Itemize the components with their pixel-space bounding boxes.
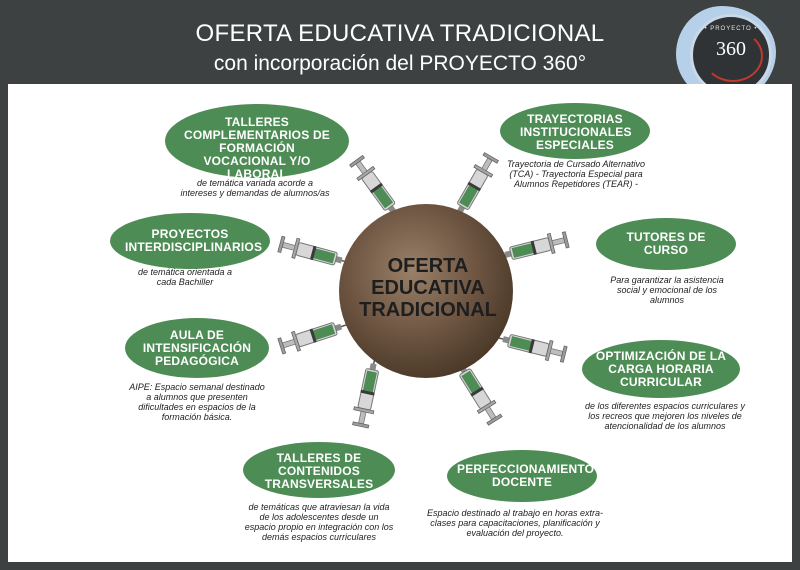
- node-description: de temáticas que atraviesan la vida de los adolescentes desde un espacio propio en integración con los demás espacios curriculares: [244, 502, 394, 542]
- node-description: Trayectoria de Cursado Alternativo (TCA) - Trayectoria Especial para Alumnos Repetidores (TEAR) -: [506, 159, 646, 189]
- node-title: PROYECTOS INTERDISCIPLINARIOS: [125, 227, 263, 254]
- page-title: OFERTA EDUCATIVA TRADICIONAL: [195, 20, 605, 47]
- node-title: OPTIMIZACIÓN DE LA CARGA HORARIA CURRICULAR: [595, 349, 727, 389]
- node-description: de temática variada acorde a intereses y demandas de alumnos/as: [180, 178, 330, 198]
- node-title: PERFECCIONAMIENTO DOCENTE: [457, 462, 595, 489]
- node-description: de temática orientada a cada Bachiller: [137, 267, 233, 287]
- node-title: TALLERES COMPLEMENTARIOS DE FORMACIÓN VOCACIONAL Y/O LABORAL: [183, 115, 331, 181]
- node-title: TRAYECTORIAS INSTITUCIONALES ESPECIALES: [520, 112, 632, 152]
- center-label: OFERTA EDUCATIVA TRADICIONAL: [359, 255, 497, 321]
- node-title: AULA DE INTENSIFICACIÓN PEDAGÓGICA: [142, 328, 252, 368]
- logo-number: 360: [716, 38, 746, 60]
- page-subtitle: con incorporación del PROYECTO 360°: [213, 52, 587, 75]
- syringe-icon: [277, 314, 353, 356]
- syringe-icon: [277, 234, 353, 272]
- node-title: TALLERES DE CONTENIDOS TRANSVERSALES: [264, 451, 374, 491]
- node-description: AIPE: Espacio semanal destinado a alumnos que presenten dificultades en espacios de la formación básica.: [129, 382, 265, 422]
- node-title: TUTORES DE CURSO: [626, 230, 706, 257]
- node-description: Espacio destinado al trabajo en horas extra-clases para capacitaciones, planificación y evaluación del proyecto.: [426, 508, 604, 538]
- syringe-icon: [492, 327, 568, 364]
- node-description: Para garantizar la asistencia social y emocional de los alumnos: [610, 275, 724, 305]
- logo-caption: • PROYECTO •: [704, 26, 758, 32]
- node-description: de los diferentes espacios curriculares y los recreos que mejoren los niveles de atencionalidad de los alumnos: [584, 401, 746, 431]
